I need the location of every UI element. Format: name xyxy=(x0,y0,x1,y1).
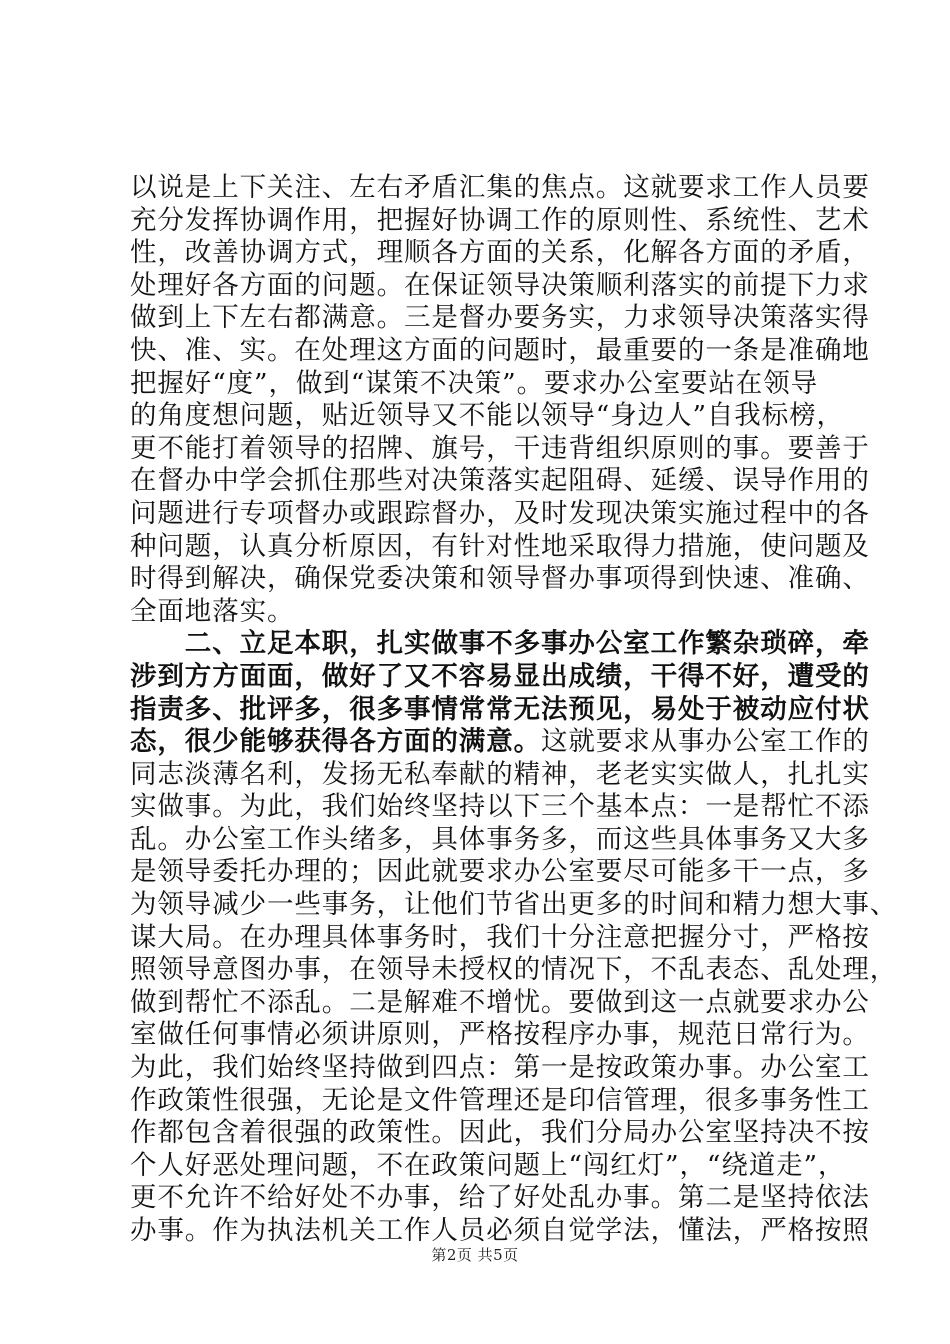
text-run: 全面地落实。 xyxy=(130,595,295,627)
page-number-footer: 第2页 共5页 xyxy=(431,1246,519,1264)
text-line xyxy=(130,432,870,466)
bold-text-run: 涉到方方面面，做好了又不容易显出成绩，干得不好，遭受的 xyxy=(130,660,870,692)
document-body xyxy=(130,172,898,1248)
text-line xyxy=(130,530,870,564)
text-line xyxy=(130,660,870,694)
text-run: 在督办中学会抓住那些对决策落实起阻碍、延缓、误导作用的 xyxy=(130,465,870,497)
text-run: 这就要求从事办公室工作的 xyxy=(541,726,870,758)
text-line xyxy=(130,1052,870,1085)
text-run: 时得到解决，确保党委决策和领导督办事项得到快速、准确、 xyxy=(130,563,870,595)
text-line xyxy=(130,921,870,955)
text-run: 更不能打着领导的招牌、旗号，干违背组织原则的事。要善于 xyxy=(130,432,870,464)
text-run: 把握好“度”，做到“谋策不决策”。要求办公室要站在领导 xyxy=(130,367,818,399)
text-run: 是领导委托办理的；因此就要求办公室要尽可能多干一点，多 xyxy=(130,856,870,888)
bold-text-run: 态，很少能够获得各方面的满意。 xyxy=(130,726,541,758)
text-line xyxy=(130,693,870,727)
text-run: 作政策性很强，无论是文件管理还是印信管理，很多事务性工 xyxy=(130,1084,870,1116)
text-line xyxy=(130,1215,870,1248)
text-line xyxy=(130,1019,870,1052)
text-run: 做到帮忙不添乱。二是解难不增忧。要做到这一点就要求办公 xyxy=(130,986,870,1018)
text-run: 的角度想问题，贴近领导又不能以领导“身边人”自我标榜， xyxy=(130,400,844,432)
text-run: 种问题，认真分析原因，有针对性地采取得力措施，使问题及 xyxy=(130,530,870,562)
text-line xyxy=(130,954,898,987)
text-line xyxy=(130,269,870,303)
text-run: 更不允许不给好处不办事，给了好处乱办事。第二是坚持依法 xyxy=(130,1182,870,1214)
text-line xyxy=(130,758,870,792)
text-run: 实做事。为此，我们始终坚持以下三个基本点：一是帮忙不添 xyxy=(130,791,870,823)
text-run: 乱。办公室工作头绪多，具体事务多，而这些具体事务又大多 xyxy=(130,823,870,855)
text-run: 室做任何事情必须讲原则，严格按程序办事，规范日常行为。 xyxy=(130,1019,870,1051)
text-line xyxy=(130,334,870,368)
text-line xyxy=(130,1182,870,1215)
text-line xyxy=(130,596,832,629)
text-run: 快、准、实。在处理这方面的问题时，最重要的一条是准确地 xyxy=(130,334,870,366)
text-run: 处理好各方面的问题。在保证领导决策顺利落实的前提下力求 xyxy=(130,269,870,301)
text-run: 个人好恶处理问题，不在政策问题上“闯红灯”，“绕道走”， xyxy=(130,1149,846,1181)
bold-text-run: 二、立足本职，扎实做事不多事办公室工作繁杂琐碎，牵 xyxy=(130,628,870,660)
text-run: 问题进行专项督办或跟踪督办，及时发现决策实施过程中的各 xyxy=(130,497,870,529)
text-line xyxy=(130,400,844,433)
text-line xyxy=(130,986,870,1020)
text-line xyxy=(130,204,870,238)
text-line xyxy=(130,1117,870,1150)
text-line xyxy=(130,237,870,270)
text-run: 照领导意图办事，在领导未授权的情况下，不乱表态、乱处理， xyxy=(130,954,898,986)
text-line xyxy=(130,823,870,857)
text-line xyxy=(130,791,870,824)
text-line xyxy=(130,497,870,531)
text-line xyxy=(130,628,870,661)
text-line xyxy=(130,856,870,889)
text-line xyxy=(130,889,898,922)
text-run: 为领导减少一些事务，让他们节省出更多的时间和精力想大事、 xyxy=(130,889,898,921)
text-line xyxy=(130,465,870,498)
bold-text-run: 指责多、批评多，很多事情常常无法预见，易处于被动应付状 xyxy=(130,693,870,725)
text-line xyxy=(130,368,832,401)
text-line xyxy=(130,1084,870,1118)
text-line xyxy=(130,726,870,759)
text-line xyxy=(130,172,870,205)
text-run: 办事。作为执法机关工作人员必须自觉学法，懂法，严格按照 xyxy=(130,1215,870,1246)
text-run: 以说是上下关注、左右矛盾汇集的焦点。这就要求工作人员要 xyxy=(130,172,870,203)
text-run: 同志淡薄名利，发扬无私奉献的精神，老老实实做人，扎扎实 xyxy=(130,758,870,790)
text-run: 谋大局。在办理具体事务时，我们十分注意把握分寸，严格按 xyxy=(130,921,870,953)
text-run: 为此，我们始终坚持做到四点：第一是按政策办事。办公室工 xyxy=(130,1052,870,1084)
text-run: 做到上下左右都满意。三是督办要务实，力求领导决策落实得 xyxy=(130,302,870,334)
text-line xyxy=(130,302,870,335)
text-line xyxy=(130,563,870,596)
text-run: 充分发挥协调作用，把握好协调工作的原则性、系统性、艺术 xyxy=(130,204,870,236)
text-run: 作都包含着很强的政策性。因此，我们分局办公室坚持决不按 xyxy=(130,1117,870,1149)
text-line xyxy=(130,1149,846,1183)
text-run: 性，改善协调方式，理顺各方面的关系，化解各方面的矛盾， xyxy=(130,237,870,269)
